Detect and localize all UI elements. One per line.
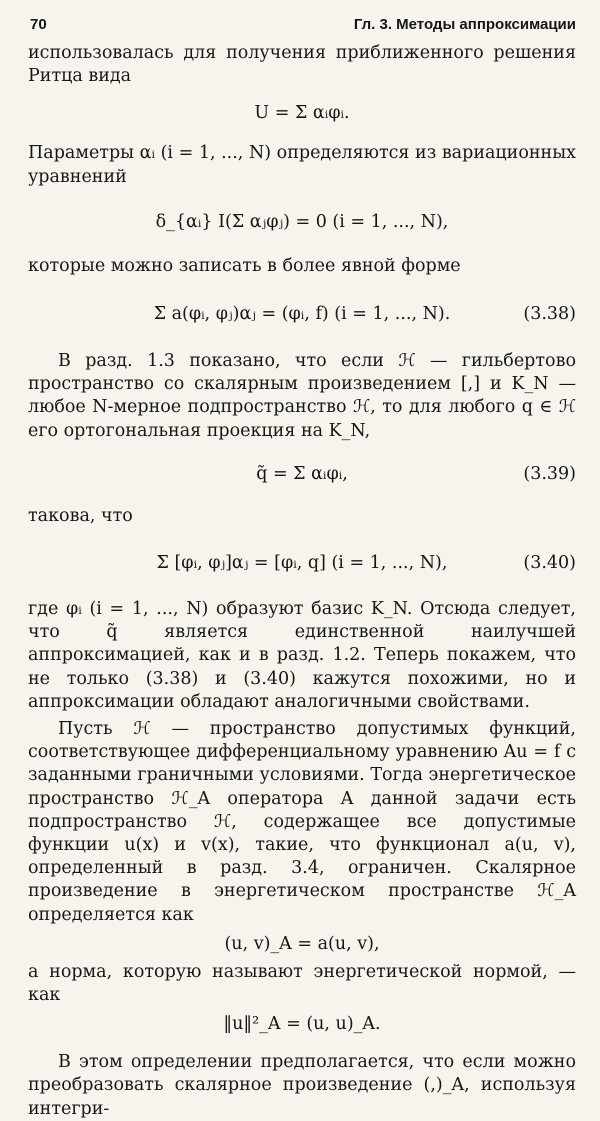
equation-number-3-40: (3.40) [523, 553, 576, 574]
paragraph-1: использовалась для получения приближенного решения Ритца вида [28, 43, 576, 87]
book-page [28, 12, 576, 1121]
equation-3-40-body: Σ [φᵢ, φⱼ]αⱼ = [φᵢ, q] (i = 1, ..., N), [156, 553, 448, 574]
equation-number-3-39: (3.39) [523, 463, 576, 484]
running-header [28, 12, 576, 40]
equation-variational: δ_{αᵢ} I(Σ αⱼφⱼ) = 0 (i = 1, ..., N), [155, 211, 449, 232]
paragraph-3: которые можно записать в более явной форме [28, 255, 461, 276]
paragraph-9: В этом определении предполагается, что если можно преобразовать скалярное произведение (,)_A, используя интегри- [28, 1052, 576, 1119]
page-number: 70 [30, 16, 47, 33]
equation-energy-norm: ‖u‖²_A = (u, u)_A. [223, 1014, 381, 1035]
paragraph-5: такова, что [28, 505, 133, 526]
paragraph-2: Параметры αᵢ (i = 1, ..., N) определяются из вариационных уравнений [28, 143, 576, 187]
chapter-title: Гл. 3. Методы аппроксимации [353, 16, 576, 33]
equation-ritz: U = Σ αᵢφᵢ. [254, 103, 350, 124]
equation-3-38-body: Σ a(φᵢ, φⱼ)αⱼ = (φᵢ, f) (i = 1, ..., N). [153, 304, 451, 325]
equation-3-39 [28, 443, 576, 505]
equation-3-40 [28, 528, 576, 598]
paragraph-4: В разд. 1.3 показано, что если ℋ — гильбертово пространство со скалярным произведением [,] и K_N — любое N-мерное подпространство ℋ, то для любого q ∈ ℋ его ортогональная проекция на K_N, [28, 351, 576, 441]
equation-3-38 [28, 278, 576, 350]
equation-inner-product: (u, v)_A = a(u, v), [224, 933, 380, 954]
paragraph-8: а норма, которую называют энергетической нормой, — как [28, 961, 576, 1006]
equation-3-39-body: q̃ = Σ αᵢφᵢ, [256, 463, 348, 484]
paragraph-6: где φᵢ (i = 1, ..., N) образуют базис K_N. Отсюда следует, что q̃ является единственной наилучшей аппроксимацией, как и в разд. 1.2. Теперь покажем, что не только (3.38) и (3.40) кажутся похожими, но и аппроксимации обладают аналогичными свойствами. [28, 599, 576, 712]
equation-number-3-38: (3.38) [523, 304, 576, 325]
paragraph-7: Пусть ℋ — пространство допустимых функций, соответствующее дифференциальному уравнению Au = f с заданными граничными условиями. Тогда энергетическое пространство ℋ_A оператора A данной задачи есть подпространство ℋ, содержащее все допустимые функции u(x) и v(x), такие, что функционал a(u, v), определенный в разд. 3.4, ограничен. Скалярное произведение в энергетическом пространстве ℋ_A определяется как [28, 719, 576, 925]
